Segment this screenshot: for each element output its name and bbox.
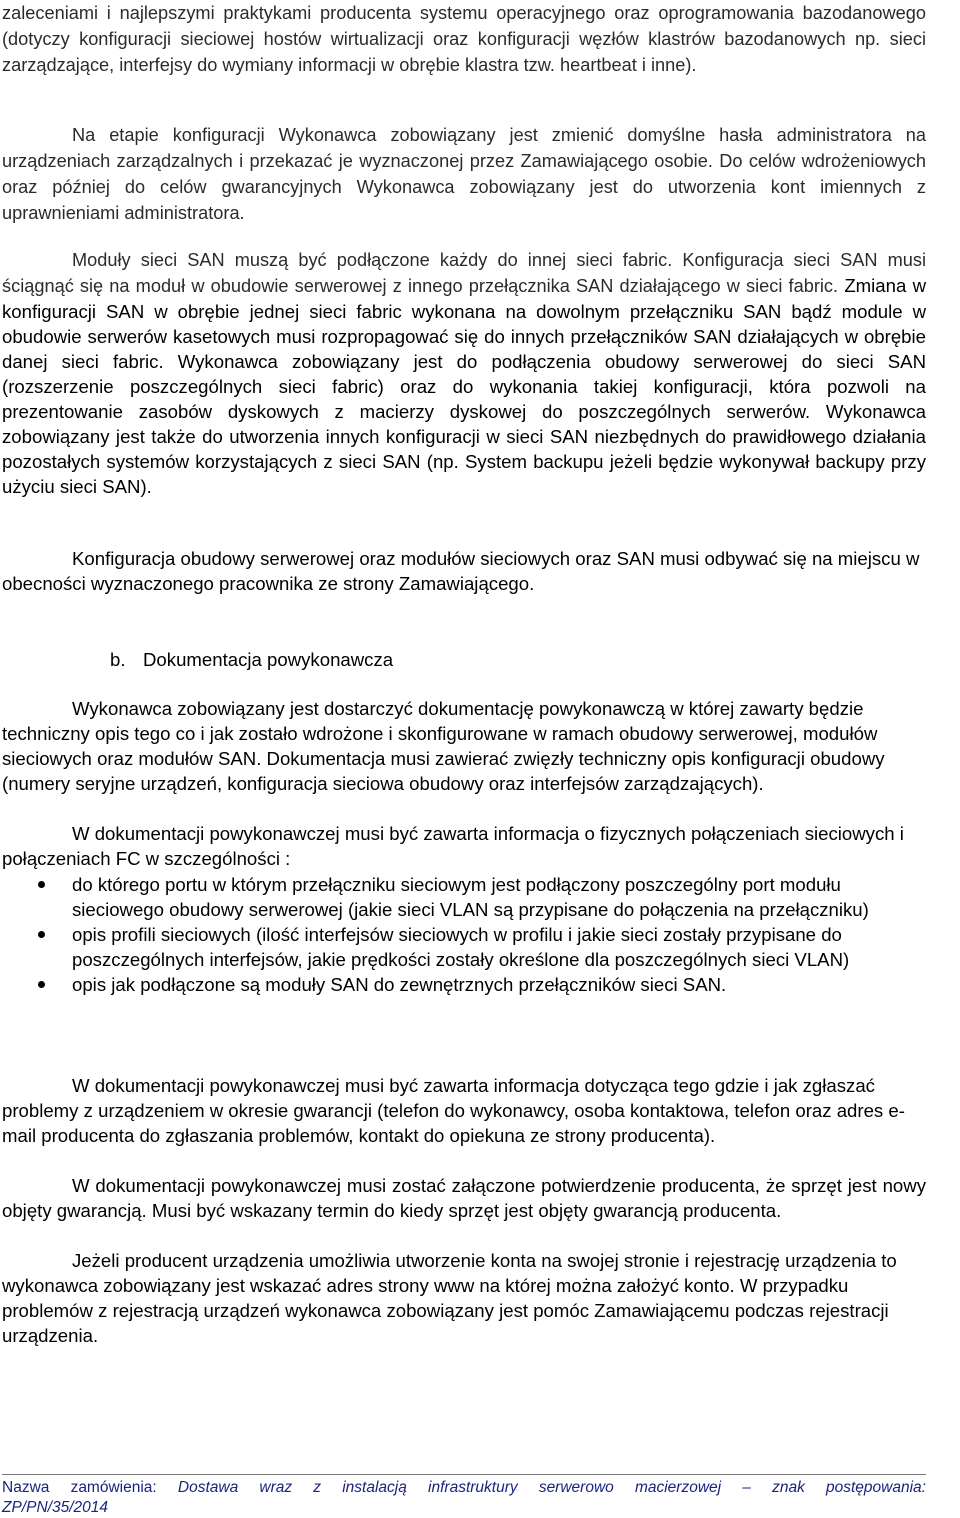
san-text-a: Moduły sieci SAN muszą być podłączone każdy do innej sieci fabric. xyxy=(72,250,673,270)
documentation-paragraph-2: W dokumentacji powykonawczej musi być zawarta informacja o fizycznych połączeniach sieciowych i połączeniach FC w szczególności : xyxy=(2,823,904,869)
documentation-paragraph-4: W dokumentacji powykonawczej musi zostać załączone potwierdzenie producenta, że sprzęt jest nowy objęty gwarancją. Musi być wskazany termin do kiedy sprzęt jest objęty gwarancją producenta. xyxy=(2,1175,926,1221)
onsite-configuration-paragraph: Konfiguracja obudowy serwerowej oraz modułów sieciowych oraz SAN musi odbywać się na miejscu w obecności wyznaczonego pracownika ze strony Zamawiającego. xyxy=(2,548,920,594)
list-item xyxy=(2,972,926,997)
section-b-title: Dokumentacja powykonawcza xyxy=(143,649,394,670)
intro-text: zaleceniami i najlepszymi praktykami producenta systemu operacyjnego oraz oprogramowania bazodanowego (dotyczy konfiguracji sieciowej hostów wirtualizacji oraz konfiguracji węzłów klastrów bazodanowych np. sieci zarządzające, interfejsy do wymiany informacji w obrębie klastra tzw. heartbeat i inne). xyxy=(2,3,926,75)
san-text-c: Zmiana w konfiguracji SAN w obrębie jednej sieci fabric wykonana na dowolnym przełączniku SAN bądź module w obudowie serwerów kasetowych musi rozpropagować się do innych przełączników SAN działających w obrębie danej sieci fabric. Wykonawca zobowiązany jest do podłączenia obudowy serwerowej do sieci SAN (rozszerzenie poszczególnych sieci fabric) oraz do wykonania takiej konfiguracji, która pozwoli na prezentowanie zasobów dyskowych z macierzy dyskowej do poszczególnych serwerów. Wykonawca zobowiązany jest także do utworzenia innych konfiguracji w sieci SAN niezbędnych do prawidłowego działania pozostałych systemów korzystających z sieci SAN (np. System backupu jeżeli będzie wykonywał backupy przy użyciu sieci SAN). xyxy=(2,275,926,497)
list-item xyxy=(2,922,926,972)
list-item-text: opis jak podłączone są moduły SAN do zewnętrznych przełączników sieci SAN. xyxy=(72,974,727,995)
documentation-paragraph-3: W dokumentacji powykonawczej musi być zawarta informacja dotycząca tego gdzie i jak zgłaszać problemy z urządzeniem w okresie gwarancji (telefon do wykonawcy, osoba kontaktowa, telefon oraz adres e-mail producenta do zgłaszania problemów, kontakt do opiekuna ze strony producenta). xyxy=(2,1075,905,1146)
passwords-paragraph xyxy=(2,122,926,226)
footer-case-label: znak postępowania: xyxy=(772,1479,926,1496)
bullet-icon xyxy=(38,881,45,888)
footer-order-label: Nazwa zamówienia: xyxy=(2,1479,157,1496)
section-b-heading xyxy=(110,647,393,672)
footer-case-number: ZP/PN/35/2014 xyxy=(2,1499,108,1516)
san-text-b: Konfiguracja sieci SAN musi ściągnąć się na moduł w obudowie serwerowej z innego przełącznika SAN działającego w sieci fabric. xyxy=(2,250,926,296)
intro-continuation-paragraph xyxy=(2,0,926,78)
footer-line-1 xyxy=(2,1478,926,1498)
footer-divider xyxy=(2,1474,926,1475)
bullet-icon xyxy=(38,981,45,988)
passwords-text-b: Do celów wdrożeniowych oraz później do celów gwarancyjnych Wykonawca zobowiązany jest do utworzenia kont imiennych z uprawnieniami administratora. xyxy=(2,151,927,223)
passwords-text-a: Na etapie konfiguracji Wykonawca zobowiązany jest zmienić domyślne hasła administratora na urządzeniach zarządzalnych i przekazać je wyznaczonej przez Zamawiającego osobie. xyxy=(2,125,926,171)
page-footer xyxy=(2,1478,926,1518)
list-item-text: opis profili sieciowych (ilość interfejsów sieciowych w profilu i jakie sieci zostały przypisane do poszczególnych interfejsów, jakie prędkości zostały określone dla poszczególnych sieci VLAN) xyxy=(72,924,850,970)
footer-separator: – xyxy=(742,1479,751,1496)
list-item xyxy=(2,872,926,922)
footer-order-name: Dostawa wraz z instalacją infrastruktury serwerowo macierzowej xyxy=(177,1479,722,1496)
documentation-paragraph-1: Wykonawca zobowiązany jest dostarczyć dokumentację powykonawczą w której zawarty będzie techniczny opis tego co i jak zostało wdrożone i skonfigurowane w ramach obudowy serwerowej, modułów sieciowych oraz modułów SAN. Dokumentacja musi zawierać zwięzły techniczny opis konfiguracji obudowy (numery seryjne urządzeń, konfiguracja sieciowa obudowy oraz interfejsów zarządzających). xyxy=(2,698,885,794)
connection-details-list xyxy=(2,872,926,997)
documentation-paragraph-5: Jeżeli producent urządzenia umożliwia utworzenie konta na swojej stronie i rejestrację urządzenia to wykonawca zobowiązany jest wskazać adres strony www na której można założyć konto. W przypadku problemów z rejestracją urządzeń wykonawca zobowiązany jest pomóc Zamawiającemu podczas rejestracji urządzenia. xyxy=(2,1250,897,1346)
list-item-text: do którego portu w którym przełączniku sieciowym jest podłączony poszczególny port modułu sieciowego obudowy serwerowej (jakie sieci VLAN są przypisane do połączenia na przełączniku) xyxy=(72,874,869,920)
bullet-icon xyxy=(38,931,45,938)
section-b-letter: b. xyxy=(110,649,126,670)
san-paragraph xyxy=(2,247,926,499)
